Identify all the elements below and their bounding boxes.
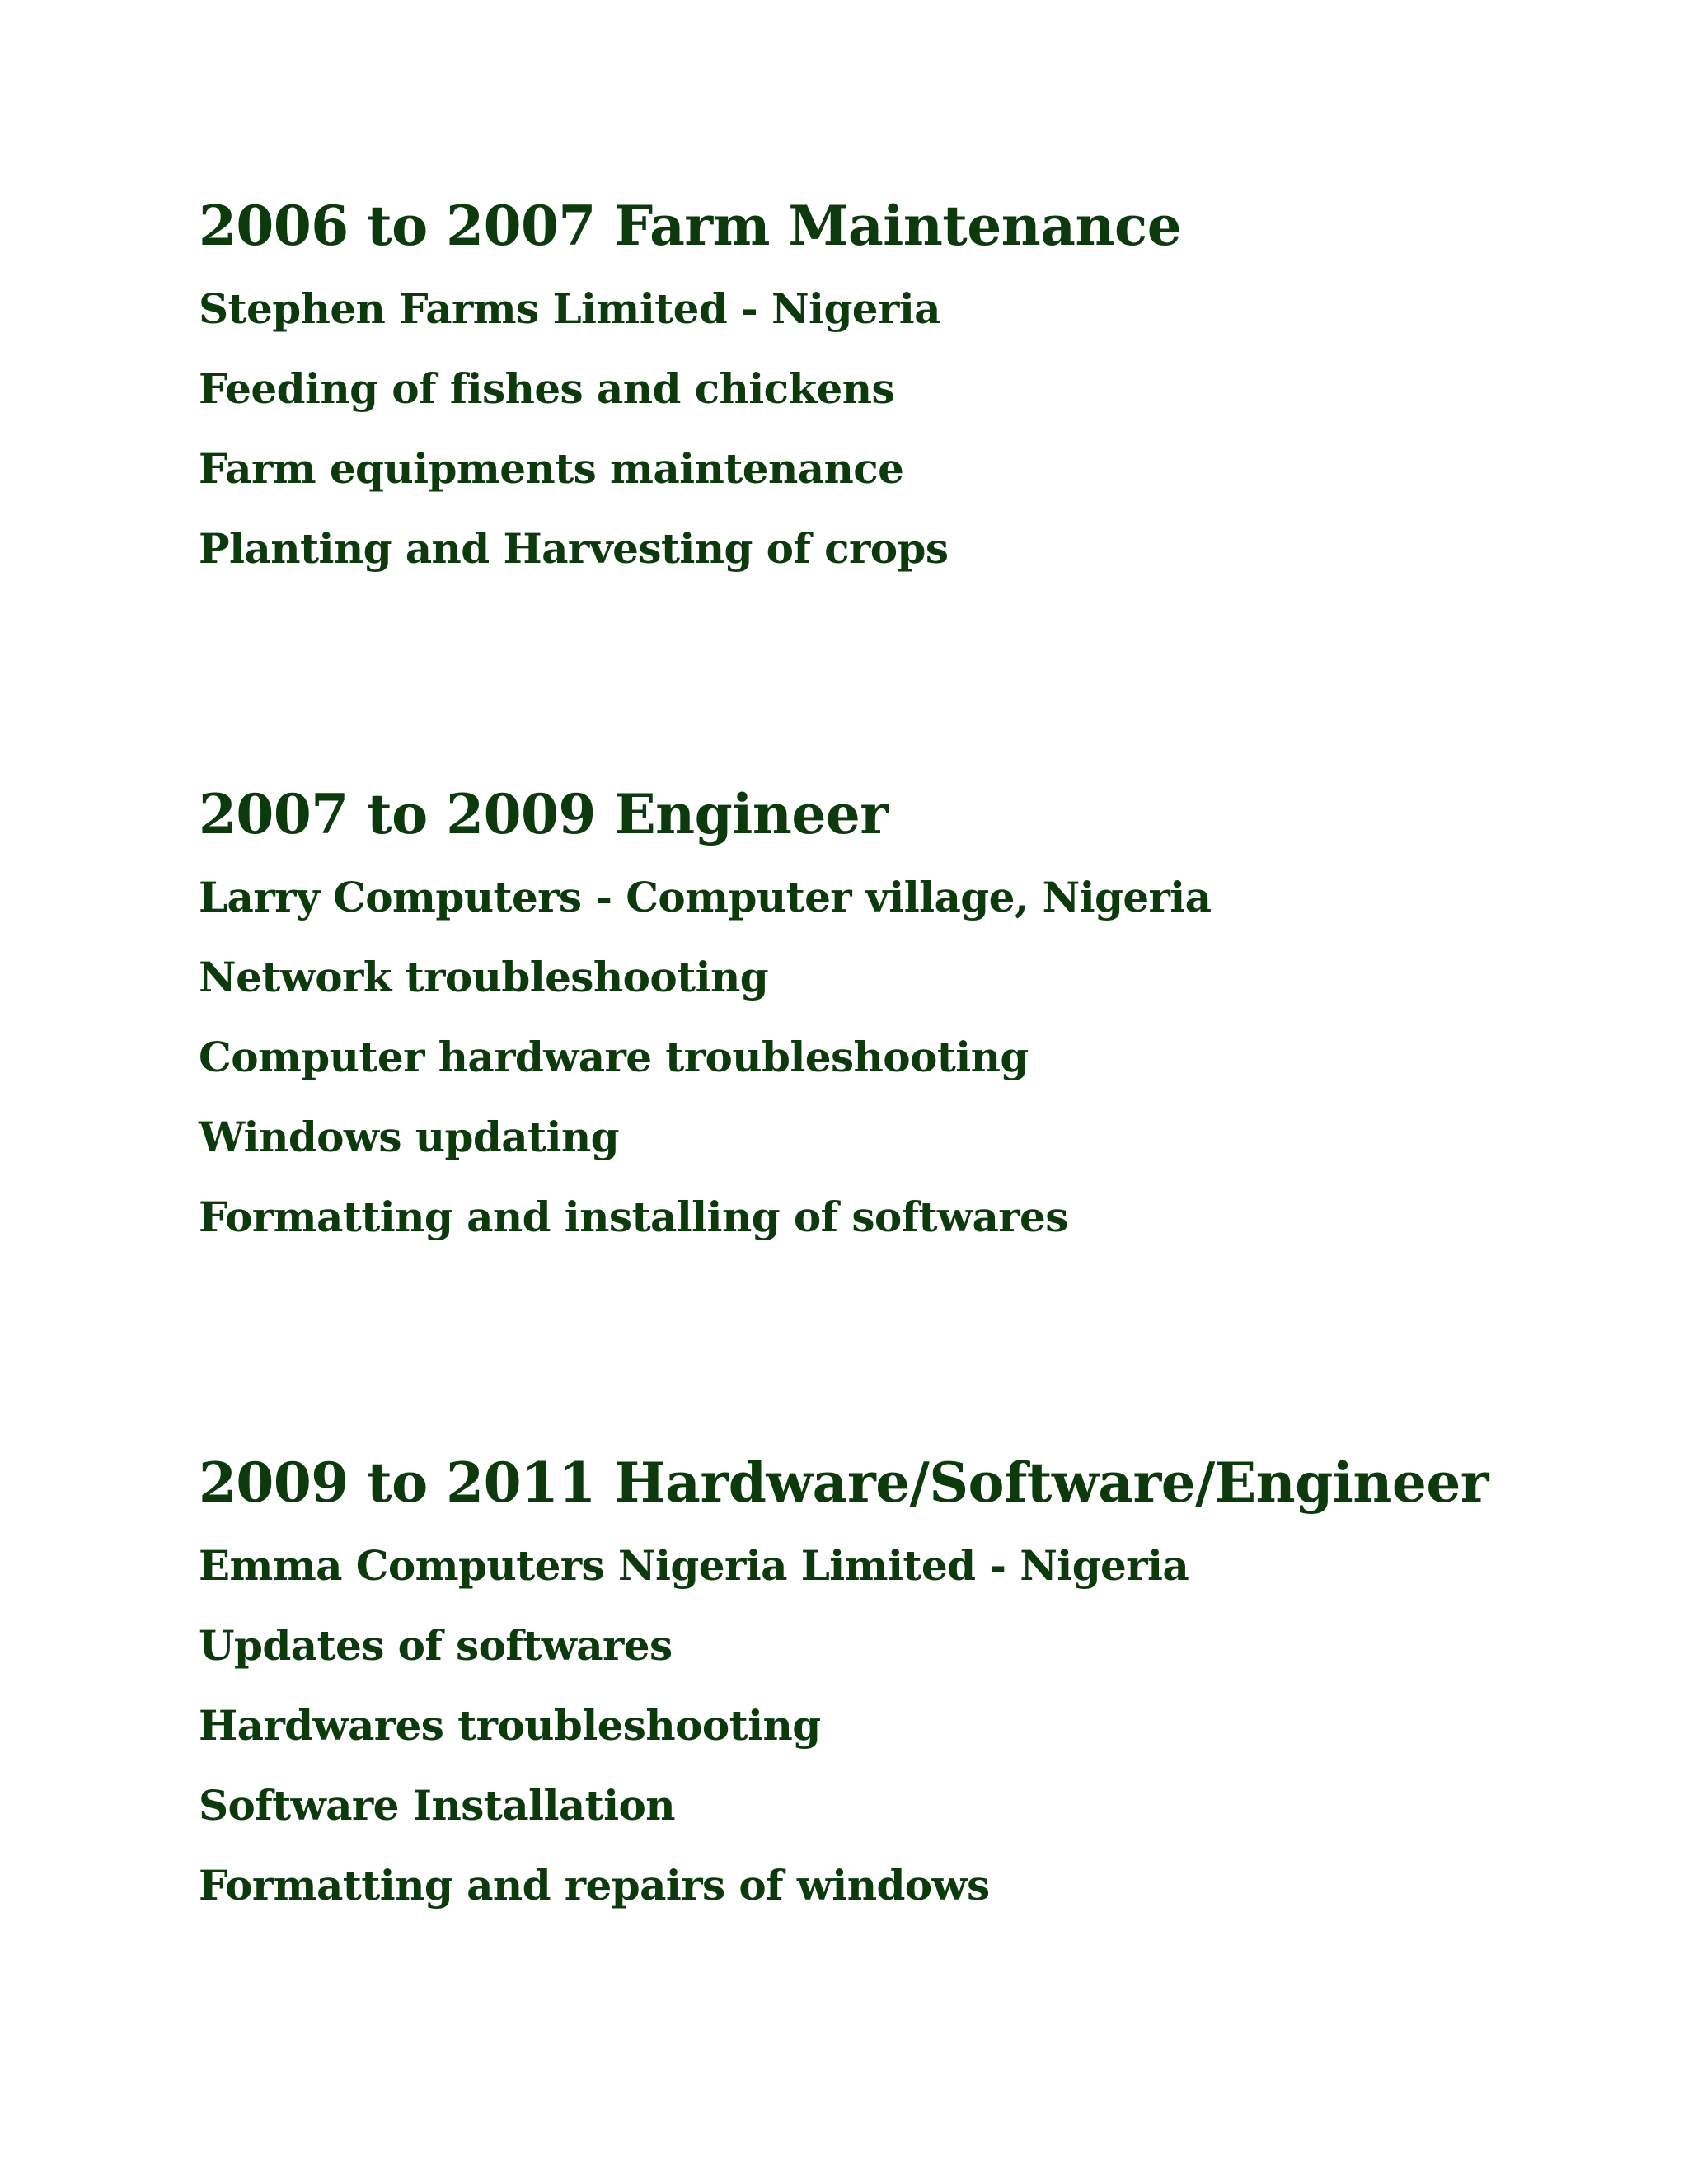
- duty-line: Feeding of fishes and chickens: [199, 364, 895, 413]
- duty-line: Formatting and installing of softwares: [199, 1193, 1068, 1241]
- duty-line: Hardwares troubleshooting: [199, 1701, 821, 1750]
- section-heading: 2009 to 2011 Hardware/Software/Engineer: [199, 1451, 1489, 1515]
- duty-line: Updates of softwares: [199, 1621, 673, 1670]
- duty-line: Windows updating: [199, 1113, 620, 1161]
- employer-line: Larry Computers - Computer village, Nigeria: [199, 873, 1212, 921]
- section-lines: [199, 857, 1600, 1257]
- experience-section-hardware-software-engineer: [199, 1445, 1600, 1925]
- duty-line: Farm equipments maintenance: [199, 444, 904, 493]
- employer-line: Emma Computers Nigeria Limited - Nigeria: [199, 1541, 1189, 1590]
- employer-line: Stephen Farms Limited - Nigeria: [199, 284, 940, 333]
- duty-line: Formatting and repairs of windows: [199, 1861, 990, 1910]
- duty-line: Network troubleshooting: [199, 953, 769, 1001]
- experience-section-farm-maintenance: [199, 188, 1600, 588]
- duty-line: Software Installation: [199, 1781, 676, 1830]
- experience-section-engineer: [199, 776, 1600, 1257]
- duty-line: Computer hardware troubleshooting: [199, 1033, 1029, 1081]
- section-lines: [199, 269, 1600, 588]
- section-heading: 2006 to 2007 Farm Maintenance: [199, 194, 1182, 258]
- duty-line: Planting and Harvesting of crops: [199, 524, 949, 573]
- section-lines: [199, 1526, 1600, 1925]
- section-heading: 2007 to 2009 Engineer: [199, 782, 889, 846]
